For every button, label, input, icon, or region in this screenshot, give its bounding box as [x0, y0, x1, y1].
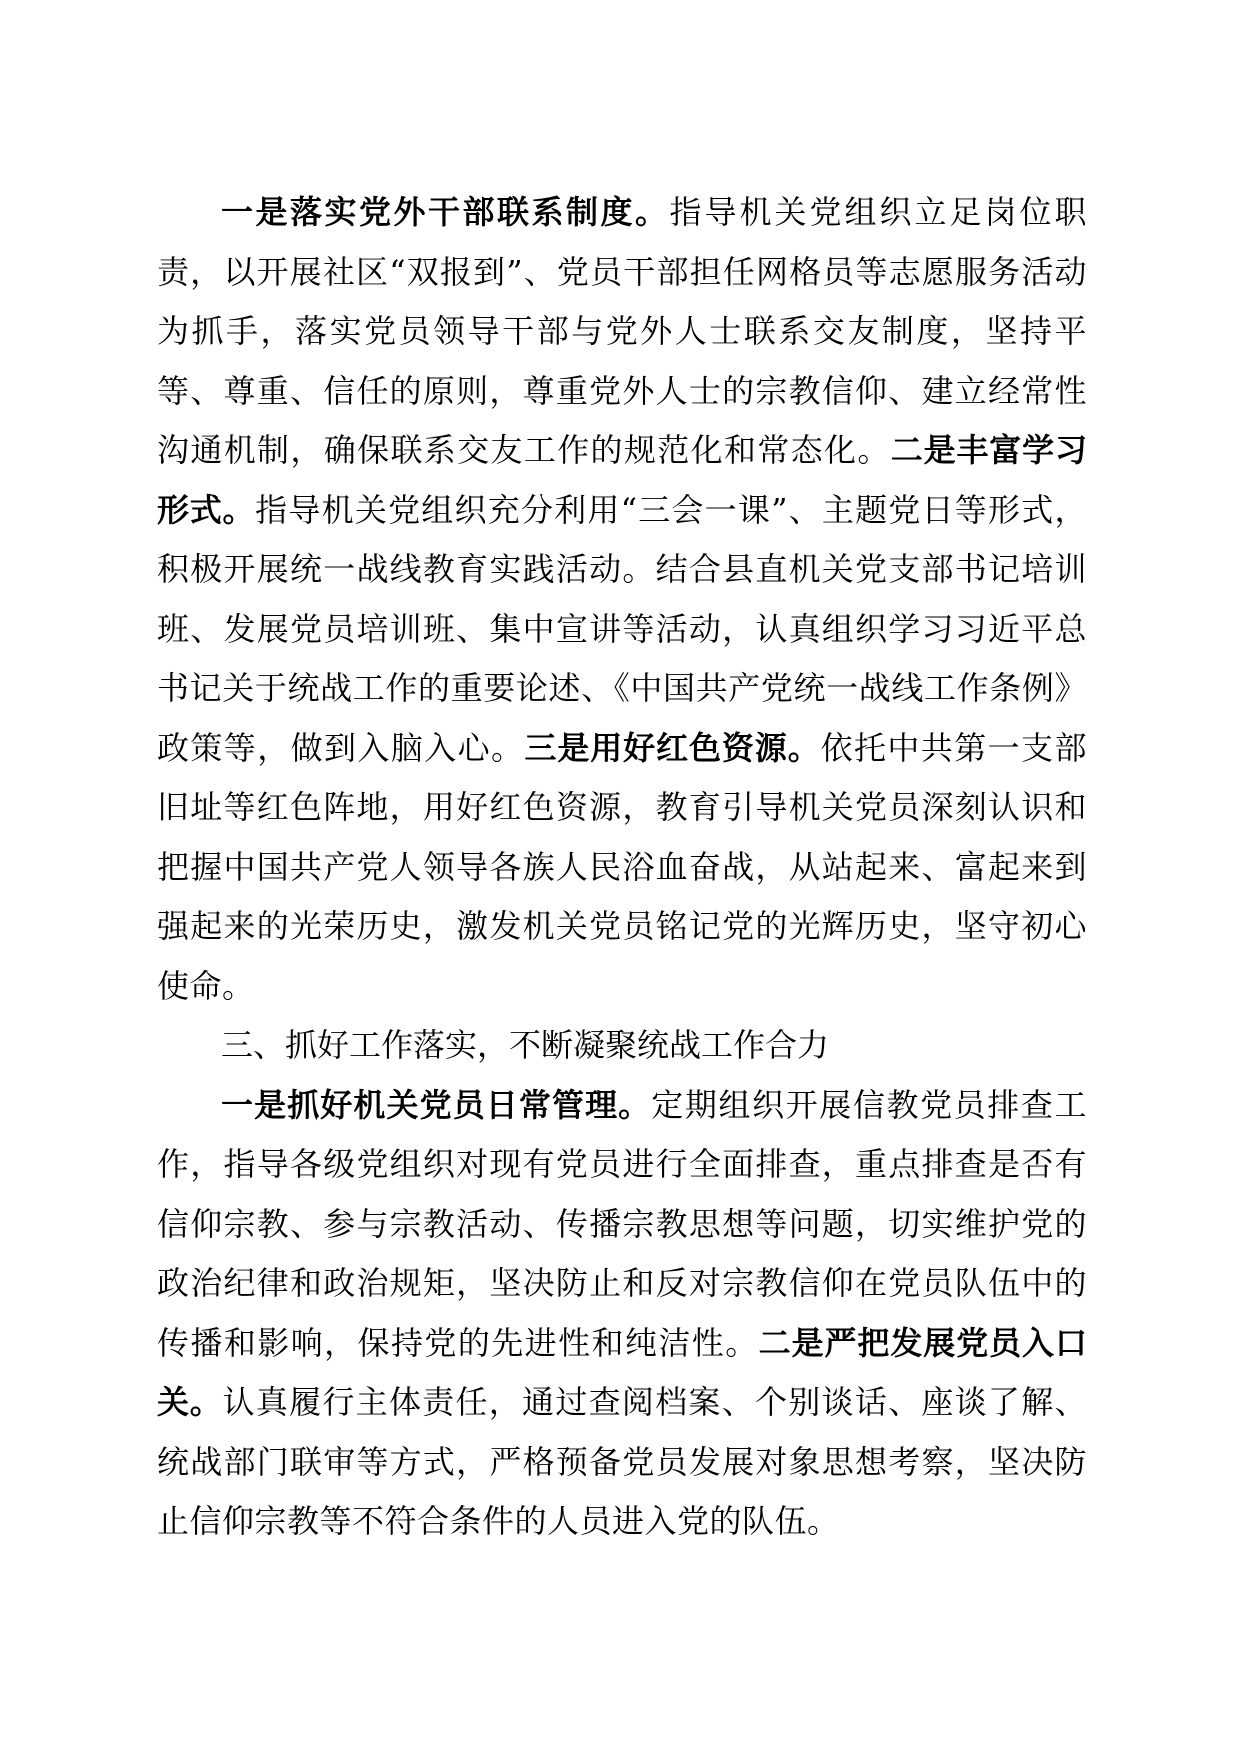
bold-lead-learning-forms: 二是丰富学习形式。 — [157, 431, 1087, 529]
bold-lead-red-resources: 三是用好红色资源。 — [524, 728, 821, 767]
bold-lead-member-management: 一是抓好机关党员日常管理。 — [221, 1085, 652, 1124]
paragraph-text: 认真履行主体责任，通过查阅档案、个别谈话、座谈了解、统战部门联审等方式，严格预备党员发展对象思想考察，坚决防止信仰宗教等不符合条件的人员进入党的队伍。 — [157, 1383, 1087, 1540]
paragraph-text: 指导机关党组织立足岗位职责，以开展社区“双报到”、党员干部担任网格员等志愿服务活动为抓手，落实党员领导干部与党外人士联系交友制度，坚持平等、尊重、信任的原则，尊重党外人士的宗教信仰、建立经常性沟通机制，确保联系交友工作的规范化和常态化。 — [157, 193, 1087, 469]
bold-lead-admission-gate: 二是严把发展党员入口关。 — [157, 1323, 1087, 1421]
paragraph-text: 指导机关党组织充分利用“三会一课”、主题党日等形式，积极开展统一战线教育实践活动。结合县直机关党支部书记培训班、发展党员培训班、集中宣讲等活动，认真组织学习习近平总书记关于统战工作的重要论述、《中国共产党统一战线工作条例》政策等，做到入脑入心。 — [157, 490, 1087, 767]
document-page — [157, 183, 1087, 1552]
section-heading: 三、抓好工作落实，不断凝聚统战工作合力 — [221, 1026, 830, 1064]
bold-lead-contact-system: 一是落实党外干部联系制度。 — [221, 193, 670, 231]
paragraph-party-outreach — [157, 183, 1087, 1016]
paragraph-work-implementation — [157, 1076, 1087, 1552]
paragraph-text: 定期组织开展信教党员排查工作，指导各级党组织对现有党员进行全面排查，重点排查是否有信仰宗教、参与宗教活动、传播宗教思想等问题，切实维护党的政治纪律和政治规矩，坚决防止和反对宗教信仰在党员队伍中的传播和影响，保持党的先进性和纯洁性。 — [157, 1085, 1087, 1362]
paragraph-text: 依托中共第一支部旧址等红色阵地，用好红色资源，教育引导机关党员深刻认识和把握中国共产党人领导各族人民浴血奋战，从站起来、富起来到强起来的光荣历史，激发机关党员铭记党的光辉历史，坚守初心使命。 — [157, 728, 1087, 1005]
